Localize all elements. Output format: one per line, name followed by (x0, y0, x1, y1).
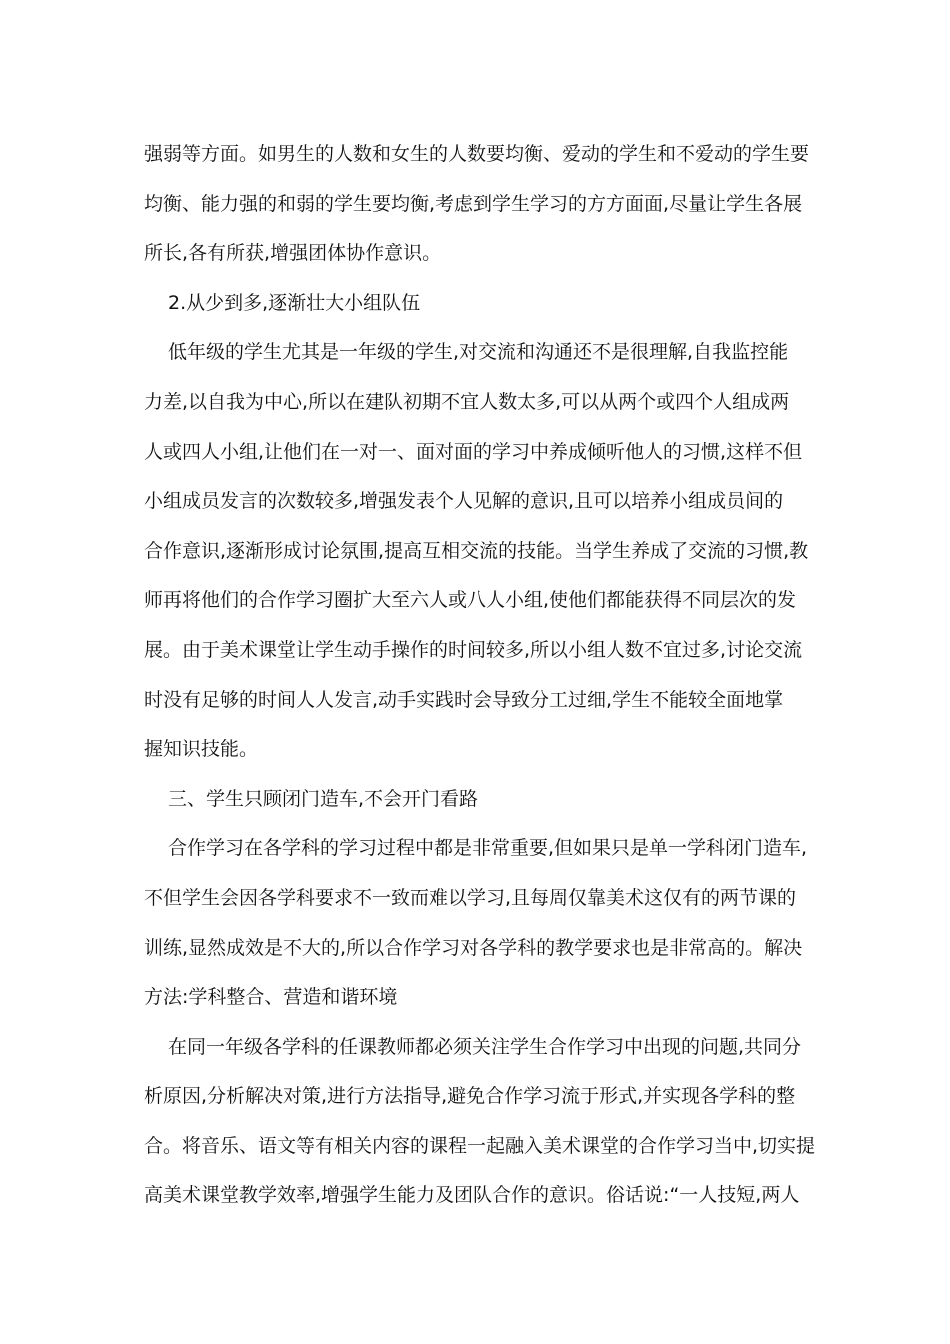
text-line: 低年级的学生尤其是一年级的学生,对交流和沟通还不是很理解,自我监控能 (168, 341, 789, 364)
text-line: 师再将他们的合作学习圈扩大至六人或八人小组,使他们都能获得不同层次的发 (144, 589, 797, 612)
text-line: 所长,各有所获,增强团体协作意识。 (144, 242, 442, 265)
text-line: 时没有足够的时间人人发言,动手实践时会导致分工过细,学生不能较全面地掌 (144, 688, 784, 711)
text-line: 展。由于美术课堂让学生动手操作的时间较多,所以小组人数不宜过多,讨论交流 (144, 638, 803, 661)
text-line: 训练,显然成效是不大的,所以合作学习对各学科的教学要求也是非常高的。解决 (144, 936, 803, 959)
text-line: 均衡、能力强的和弱的学生要均衡,考虑到学生学习的方方面面,尽量让学生各展 (144, 192, 803, 215)
text-line: 高美术课堂教学效率,增强学生能力及团队合作的意识。俗话说:“一人技短,两人 (144, 1184, 800, 1207)
text-line: 握知识技能。 (144, 738, 259, 761)
text-line: 力差,以自我为中心,所以在建队初期不宜人数太多,可以从两个或四个人组成两 (144, 390, 790, 413)
text-line: 人或四人小组,让他们在一对一、面对面的学习中养成倾听他人的习惯,这样不但 (144, 440, 803, 463)
text-line: 合作意识,逐渐形成讨论氛围,提高互相交流的技能。当学生养成了交流的习惯,教 (144, 539, 809, 562)
text-line: 在同一年级各学科的任课教师都必须关注学生合作学习中出现的问题,共同分 (168, 1035, 802, 1058)
text-line: 不但学生会因各学科要求不一致而难以学习,且每周仅靠美术这仅有的两节课的 (144, 886, 797, 909)
body-text (144, 130, 816, 1221)
text-line: 小组成员发言的次数较多,增强发表个人见解的意识,且可以培养小组成员间的 (144, 490, 784, 513)
text-line: 强弱等方面。如男生的人数和女生的人数要均衡、爱动的学生和不爱动的学生要 (144, 143, 810, 165)
section-heading: 三、学生只顾闭门造车,不会开门看路 (168, 787, 479, 810)
text-line: 方法:学科整合、营造和谐环境 (144, 986, 398, 1009)
text-line: 析原因,分析解决对策,进行方法指导,避免合作学习流于形式,并实现各学科的整 (144, 1085, 796, 1108)
text-line: 合。将音乐、语文等有相关内容的课程一起融入美术课堂的合作学习当中,切实提 (144, 1134, 816, 1157)
section-heading: 2.从少到多,逐渐壮大小组队伍 (168, 291, 421, 314)
text-line: 合作学习在各学科的学习过程中都是非常重要,但如果只是单一学科闭门造车, (168, 837, 808, 860)
